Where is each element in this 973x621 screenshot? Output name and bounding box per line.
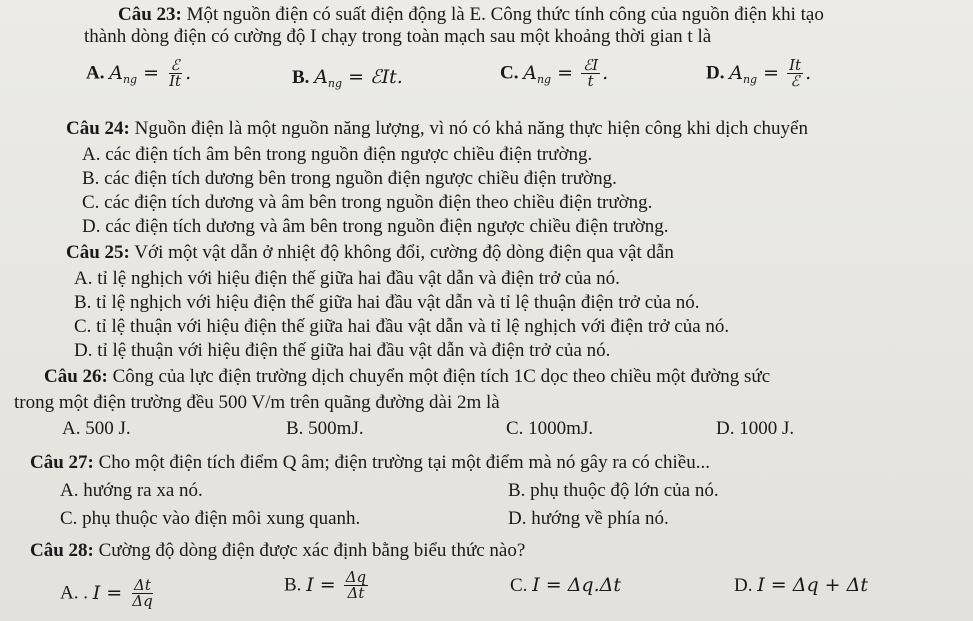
- q26-line2: trong một điện trường đều 500 V/m trên quãng đường dài 2m là: [14, 392, 500, 413]
- q26-option-d: D. 1000 J.: [716, 418, 795, 439]
- q27-option-a: A. hướng ra xa nó.: [60, 480, 203, 501]
- q25-label: Câu 25:: [66, 242, 130, 263]
- q23-line2: thành dòng điện có cường độ I chạy trong toàn mạch sau một khoảng thời gian t là: [84, 26, 712, 47]
- q28-label: Câu 28:: [30, 540, 94, 561]
- q26-text1: Công của lực điện trường dịch chuyển một điện tích 1C dọc theo chiều một đường sức: [112, 366, 771, 387]
- q26-option-b: B. 500mJ.: [286, 418, 364, 439]
- q23-b-formula: $A_{ng}$ = ℰIt.: [314, 66, 403, 90]
- q27-label: Câu 27:: [30, 452, 94, 473]
- q28-line: [30, 540, 525, 562]
- q26-option-c: C. 1000mJ.: [506, 418, 594, 439]
- q25-line: [66, 242, 674, 264]
- q28-b-formula: I = $\frac{\Delta q}{\Delta t}$: [306, 568, 367, 602]
- q26-option-a: A. 500 J.: [62, 418, 131, 439]
- q25-option-b: B. tỉ lệ nghịch với hiệu điện thế giữa hai đầu vật dẫn và tỉ lệ thuận điện trở của nó.: [74, 292, 700, 313]
- q28-option-b: [284, 570, 370, 601]
- q23-d-formula: $A_{ng}$ = $\frac{It}{\text{ℰ}}$ .: [729, 56, 812, 90]
- q28-option-a: [60, 578, 157, 609]
- q23-option-c: [500, 58, 608, 91]
- q24-option-d: D. các điện tích dương và âm bên trong nguồn điện ngược chiều điện trường.: [82, 216, 669, 237]
- q23-line1: [118, 4, 824, 26]
- q28-a-formula: I = $\frac{\Delta t}{\Delta q}$: [92, 576, 153, 610]
- q24-option-a: A. các điện tích âm bên trong nguồn điện ngược chiều điện trường.: [82, 144, 593, 165]
- q27-option-d: D. hướng về phía nó.: [508, 508, 669, 529]
- q25-option-c: C. tỉ lệ thuận với hiệu điện thế giữa hai đầu vật dẫn và tỉ lệ nghịch với điện trở của nó.: [74, 316, 730, 337]
- q24-line: [66, 118, 808, 140]
- q27-line: [30, 452, 710, 474]
- q27-option-b: B. phụ thuộc độ lớn của nó.: [508, 480, 719, 501]
- q28-option-c: [510, 574, 621, 597]
- q23-d-letter: D.: [706, 62, 725, 84]
- q25-text: Với một vật dẫn ở nhiệt độ không đổi, cường độ dòng điện qua vật dẫn: [134, 242, 674, 263]
- q23-option-a: [86, 58, 191, 91]
- q23-a-formula: $A_{ng}$ = $\frac{\text{ℰ}}{It}$ .: [109, 56, 192, 90]
- q26-line1: [44, 366, 770, 388]
- q27-option-c: C. phụ thuộc vào điện môi xung quanh.: [60, 508, 361, 529]
- q28-text: Cường độ dòng điện được xác định bằng biểu thức nào?: [98, 540, 526, 561]
- q28-c-formula: I = Δq.Δt: [532, 574, 621, 596]
- q23-c-letter: C.: [500, 62, 519, 84]
- q24-label: Câu 24:: [66, 118, 130, 139]
- q27-text: Cho một điện tích điểm Q âm; điện trường tại một điểm mà nó gây ra có chiều...: [98, 452, 710, 473]
- q28-c-letter: C.: [510, 575, 528, 596]
- q23-label: Câu 23:: [118, 4, 182, 25]
- q26-label: Câu 26:: [44, 366, 108, 387]
- q23-option-b: [292, 66, 403, 95]
- q28-d-formula: I = Δq + Δt: [757, 574, 868, 596]
- q28-a-letter: A. .: [60, 582, 88, 604]
- q24-option-b: B. các điện tích dương bên trong nguồn điện ngược chiều điện trường.: [82, 168, 617, 189]
- q23-option-d: [706, 58, 811, 91]
- q25-option-a: A. tỉ lệ nghịch với hiệu điện thế giữa hai đầu vật dẫn và điện trở của nó.: [74, 268, 620, 289]
- q24-text: Nguồn điện là một nguồn năng lượng, vì nó có khả năng thực hiện công khi dịch chuyển: [134, 118, 808, 139]
- q28-b-letter: B.: [284, 574, 302, 596]
- q24-option-c: C. các điện tích dương và âm bên trong nguồn điện theo chiều điện trường.: [82, 192, 653, 213]
- q23-a-letter: A.: [86, 62, 105, 84]
- q28-d-letter: D.: [734, 575, 753, 596]
- q23-b-letter: B.: [292, 67, 310, 88]
- q23-text1: Một nguồn điện có suất điện động là E. Công thức tính công của nguồn điện khi tạo: [186, 4, 824, 25]
- q23-c-formula: $A_{ng}$ = $\frac{\text{ℰI}}{t}$ .: [523, 56, 609, 90]
- q25-option-d: D. tỉ lệ thuận với hiệu điện thế giữa hai đầu vật dẫn và điện trở của nó.: [74, 340, 611, 361]
- q28-option-d: [734, 574, 868, 597]
